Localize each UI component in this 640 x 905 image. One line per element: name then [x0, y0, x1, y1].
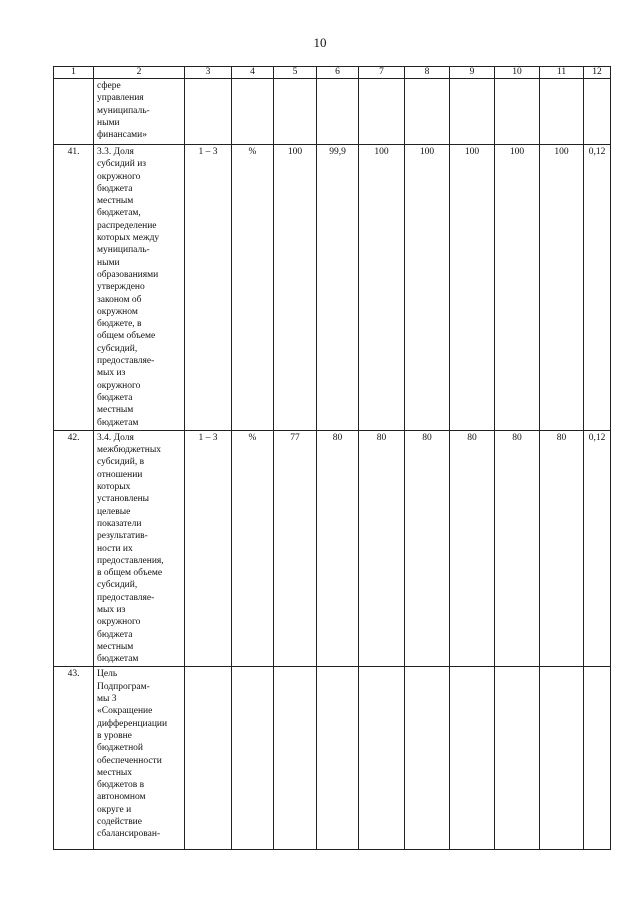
table-cell	[450, 79, 495, 145]
table-cell: 0,12	[584, 145, 611, 431]
header-cell: 8	[405, 67, 450, 79]
header-row	[54, 67, 611, 79]
table-cell	[274, 667, 317, 850]
table-cell: 100	[359, 145, 405, 431]
row-number: 43.	[54, 667, 94, 850]
table-cell	[405, 667, 450, 850]
table-cell: 80	[317, 430, 359, 667]
table-cell: 1 – 3	[185, 145, 232, 431]
header-cell: 10	[495, 67, 540, 79]
table-row	[54, 430, 611, 667]
header-cell: 9	[450, 67, 495, 79]
header-cell: 12	[584, 67, 611, 79]
indicator-name: 3.4. Доля межбюджетных субсидий, в отношении которых установлены целевые показатели результатив- ности их предоставления, в общем объеме субсидий, предоставляе- мых из окружного бюджета местным бюджетам	[94, 430, 185, 667]
table-cell	[540, 79, 584, 145]
header-cell: 3	[185, 67, 232, 79]
row-number	[54, 79, 94, 145]
table-cell	[495, 79, 540, 145]
table-cell: 100	[495, 145, 540, 431]
indicator-name: 3.3. Доля субсидий из окружного бюджета местным бюджетам, распределение которых между муниципаль- ными образованиями утверждено законом об окружном бюджете, в общем объеме субсидий, предоставляе- мых из окружного бюджета местным бюджетам	[94, 145, 185, 431]
row-number: 42.	[54, 430, 94, 667]
page-number: 10	[313, 35, 327, 50]
table-cell: 80	[540, 430, 584, 667]
table-cell: 100	[405, 145, 450, 431]
table-cell	[450, 667, 495, 850]
table-cell	[584, 79, 611, 145]
header-cell: 4	[232, 67, 274, 79]
table-cell	[232, 667, 274, 850]
table-cell	[584, 667, 611, 850]
table-cell	[359, 79, 405, 145]
header-cell: 6	[317, 67, 359, 79]
indicator-name: Цель Подпрограм- мы 3 «Сокращение дифференциации в уровне бюджетной обеспеченности местных бюджетов в автономном округе и содействие сбалансирован-	[94, 667, 185, 850]
table-cell	[317, 667, 359, 850]
header-cell: 11	[540, 67, 584, 79]
table-row	[54, 79, 611, 145]
table-cell: 80	[495, 430, 540, 667]
table-cell	[495, 667, 540, 850]
header-cell: 7	[359, 67, 405, 79]
header-cell: 2	[94, 67, 185, 79]
table-cell: 99,9	[317, 145, 359, 431]
table-row	[54, 667, 611, 850]
table-cell: 100	[450, 145, 495, 431]
table-cell: 80	[405, 430, 450, 667]
table-cell	[185, 79, 232, 145]
table-cell: 80	[359, 430, 405, 667]
indicators-table	[53, 66, 611, 850]
header-cell: 5	[274, 67, 317, 79]
table-row	[54, 145, 611, 431]
table-cell	[317, 79, 359, 145]
table-cell: 0,12	[584, 430, 611, 667]
table-cell	[274, 79, 317, 145]
table-cell: %	[232, 145, 274, 431]
table-cell: 80	[450, 430, 495, 667]
table-cell	[540, 667, 584, 850]
table-cell: %	[232, 430, 274, 667]
table-cell: 100	[540, 145, 584, 431]
table-cell: 1 – 3	[185, 430, 232, 667]
header-cell: 1	[54, 67, 94, 79]
table-cell	[232, 79, 274, 145]
table-cell	[185, 667, 232, 850]
table-cell	[359, 667, 405, 850]
indicator-name: сфере управления муниципаль- ными финансами»	[94, 79, 185, 145]
table-cell	[405, 79, 450, 145]
table-cell: 100	[274, 145, 317, 431]
row-number: 41.	[54, 145, 94, 431]
table-cell: 77	[274, 430, 317, 667]
